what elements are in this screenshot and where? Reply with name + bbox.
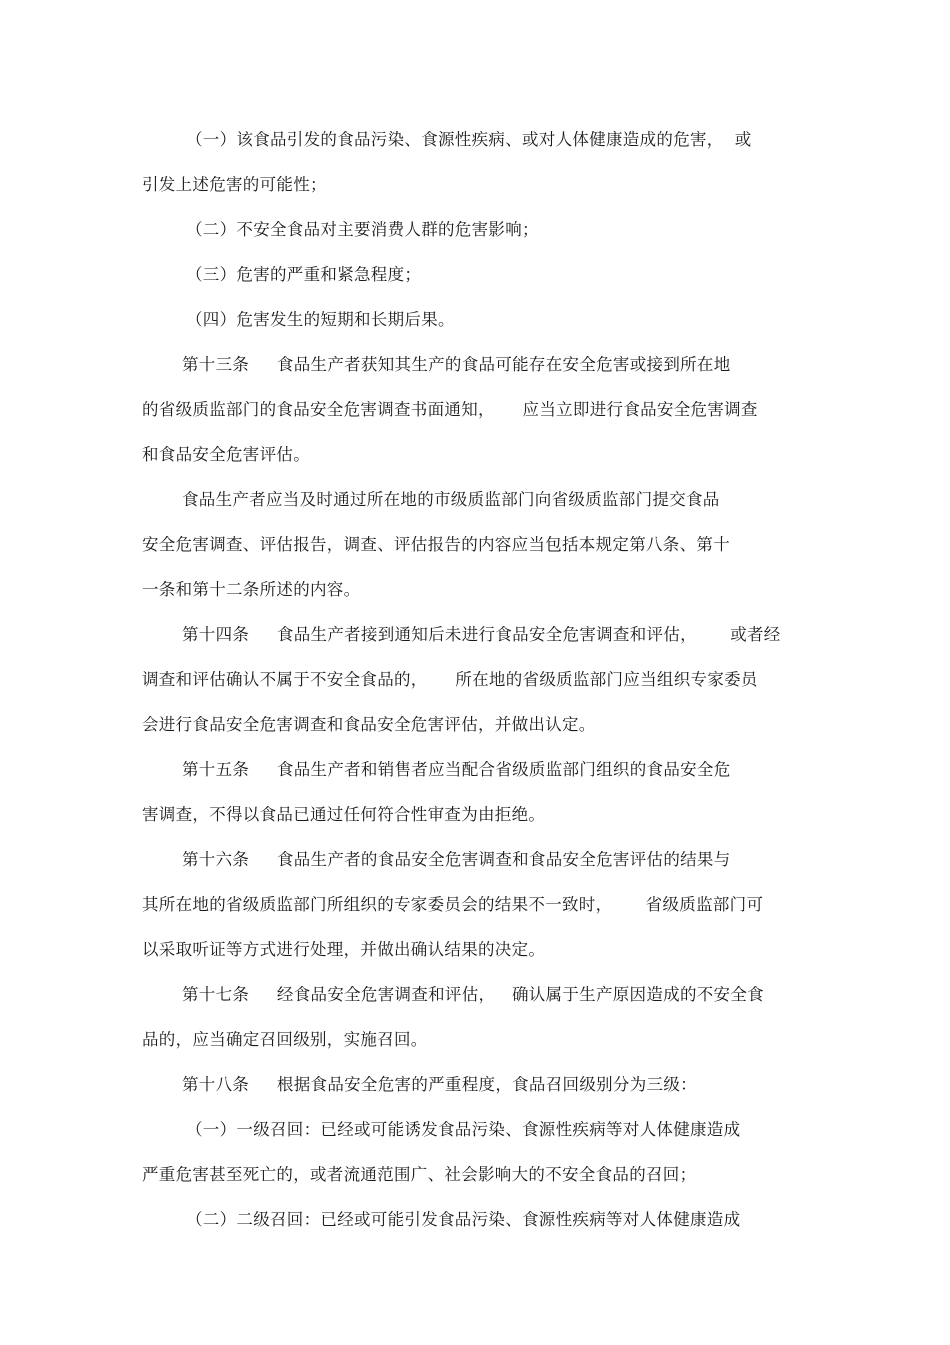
text-line: 和食品安全危害评估。 <box>142 445 310 464</box>
text-line: （一）一级召回：已经或可能诱发食品污染、食源性疾病等对人体健康造成 <box>186 1120 741 1139</box>
text-line: （二）二级召回：已经或可能引发食品污染、食源性疾病等对人体健康造成 <box>186 1210 741 1229</box>
text-line: 食品生产者应当及时通过所在地的市级质监部门向省级质监部门提交食品 <box>182 490 720 509</box>
text-line: （四）危害发生的短期和长期后果。 <box>186 310 455 329</box>
text-line: 第十六条 食品生产者的食品安全危害调查和食品安全危害评估的结果与 <box>182 850 731 869</box>
text-line: 其所在地的省级质监部门所组织的专家委员会的结果不一致时， 省级质监部门可 <box>142 895 764 914</box>
text-line: 品的，应当确定召回级别，实施召回。 <box>142 1030 428 1049</box>
text-line: 以采取听证等方式进行处理，并做出确认结果的决定。 <box>142 940 546 959</box>
text-line: 的省级质监部门的食品安全危害调查书面通知， 应当立即进行食品安全危害调查 <box>142 400 758 419</box>
text-line: （三）危害的严重和紧急程度； <box>186 265 422 284</box>
text-line: 一条和第十二条所述的内容。 <box>142 580 361 599</box>
text-line: 第十三条 食品生产者获知其生产的食品可能存在安全危害或接到所在地 <box>182 355 731 374</box>
text-line: 调查和评估确认不属于不安全食品的， 所在地的省级质监部门应当组织专家委员 <box>142 670 758 689</box>
text-line: 第十八条 根据食品安全危害的严重程度，食品召回级别分为三级： <box>182 1075 697 1094</box>
text-line: （一）该食品引发的食品污染、食源性疾病、或对人体健康造成的危害， 或 <box>186 130 752 149</box>
text-line: 严重危害甚至死亡的，或者流通范围广、社会影响大的不安全食品的召回； <box>142 1165 697 1184</box>
text-line: 引发上述危害的可能性； <box>142 175 327 194</box>
text-line: （二）不安全食品对主要消费人群的危害影响； <box>186 220 539 239</box>
text-line: 害调查，不得以食品已通过任何符合性审查为由拒绝。 <box>142 805 546 824</box>
text-line: 第十七条 经食品安全危害调查和评估， 确认属于生产原因造成的不安全食 <box>182 985 764 1004</box>
text-line: 会进行食品安全危害调查和食品安全危害评估，并做出认定。 <box>142 715 596 734</box>
text-line: 第十五条 食品生产者和销售者应当配合省级质监部门组织的食品安全危 <box>182 760 731 779</box>
text-line: 第十四条 食品生产者接到通知后未进行食品安全危害调查和评估， 或者经 <box>182 625 781 644</box>
text-line: 安全危害调查、评估报告，调查、评估报告的内容应当包括本规定第八条、第十 <box>142 535 730 554</box>
